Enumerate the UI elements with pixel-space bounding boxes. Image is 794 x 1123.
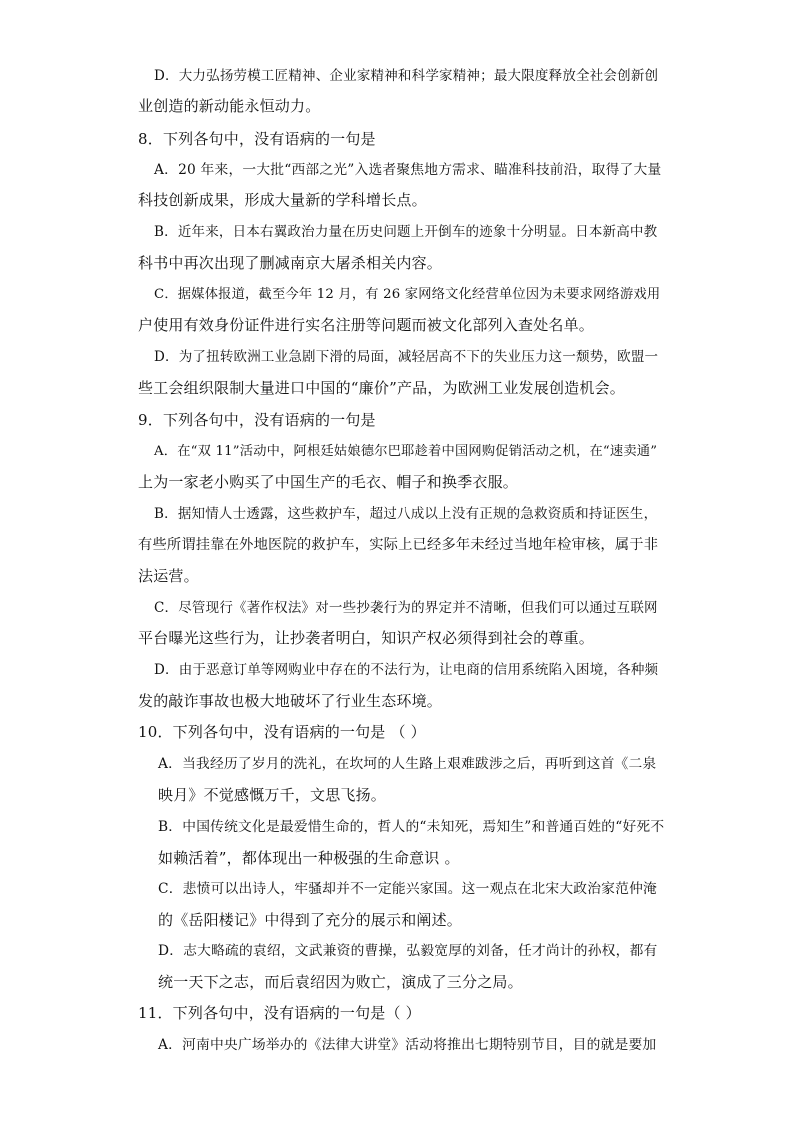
q7-option-d-line2: 业创造的新动能永恒动力。 xyxy=(138,97,321,115)
q8-option-c-line2: 户使用有效身份证件进行实名注册等问题而被文化部列入查处名单。 xyxy=(138,316,595,334)
q9-option-b-line3: 法运营。 xyxy=(138,567,199,585)
q10-option-a-line2: 映月》不觉感慨万千，文思飞扬。 xyxy=(158,786,387,804)
q9-stem: 9．下列各句中，没有语病的一句是 xyxy=(138,411,376,429)
q8-option-d-line1: D．为了扭转欧洲工业急剧下滑的局面，减轻居高不下的失业压力这一颓势，欧盟一 xyxy=(154,349,659,365)
q10-option-b-line1: B．中国传统文化是最爱惜生命的，哲人的“未知死，焉知生”和普通百姓的“好死不 xyxy=(158,819,665,835)
q8-option-b-line2: 科书中再次出现了删减南京大屠杀相关内容。 xyxy=(138,254,443,272)
q8-option-c-line1: C．据媒体报道，截至今年 12 月，有 26 家网络文化经营单位因为未要求网络游戏用 xyxy=(154,287,661,302)
q10-option-c-line2: 的《岳阳楼记》中得到了充分的展示和阐述。 xyxy=(158,911,463,929)
q10-option-b-line2: 如赖活着”，都体现出一种极强的生命意识 。 xyxy=(158,849,460,867)
q9-option-d-line1: D．由于恶意订单等网购业中存在的不法行为，让电商的信用系统陷入困境，各种频 xyxy=(154,662,659,678)
q8-option-d-line2: 些工会组织限制大量进口中国的“廉价”产品，为欧洲工业发展创造机会。 xyxy=(138,379,625,397)
q10-option-c-line1: C．悲愤可以出诗人，牢骚却并不一定能兴家国。这一观点在北宋大政治家范仲淹 xyxy=(158,881,657,897)
q11-option-a-line1: A．河南中央广场举办的《法律大讲堂》活动将推出七期特别节目，目的就是要加 xyxy=(158,1037,657,1053)
q9-option-d-line2: 发的敲诈事故也极大地破坏了行业生态环境。 xyxy=(138,692,443,710)
q10-option-d-line2: 统一天下之志，而后袁绍因为败亡，演成了三分之局。 xyxy=(158,973,523,991)
q8-option-a-line2: 科技创新成果，形成大量新的学科增长点。 xyxy=(138,191,427,209)
q9-option-a-line2: 上为一家老小购买了中国生产的毛衣、帽子和换季衣服。 xyxy=(138,473,519,491)
q10-option-d-line1: D．志大略疏的袁绍，文武兼资的曹操，弘毅宽厚的刘备，任才尚计的孙权，都有 xyxy=(158,943,658,959)
q11-stem: 11．下列各句中，没有语病的一句是（ ） xyxy=(138,1004,421,1022)
q10-option-a-line1: A．当我经历了岁月的洗礼，在坎坷的人生路上艰难跋涉之后，再听到这首《二泉 xyxy=(158,756,657,772)
q8-stem: 8．下列各句中，没有语病的一句是 xyxy=(138,130,376,148)
q8-option-a-line1: A．20 年来，一大批“西部之光”入选者聚焦地方需求、瞄准科技前沿，取得了大量 xyxy=(154,162,662,178)
q9-option-c-line1: C．尽管现行《著作权法》对一些抄袭行为的界定并不清晰，但我们可以通过互联网 xyxy=(154,600,658,616)
q7-option-d-line1: D．大力弘扬劳模工匠精神、企业家精神和科学家精神；最大限度释放全社会创新创 xyxy=(154,68,659,84)
q9-option-b-line1: B．据知情人士透露，这些救护车，超过八成以上没有正规的急救资质和持证医生， xyxy=(154,506,658,522)
q10-stem: 10．下列各句中，没有语病的一句是 （ ） xyxy=(138,723,426,741)
q9-option-c-line2: 平台曝光这些行为，让抄袭者明白，知识产权必须得到社会的尊重。 xyxy=(138,629,595,647)
q8-option-b-line1: B．近年来，日本右翼政治力量在历史问题上开倒车的迹象十分明显。日本新高中教 xyxy=(154,224,658,240)
q9-option-a-line1: A．在“双 11”活动中，阿根廷姑娘德尔巴耶趁着中国网购促销活动之机，在“速卖通” xyxy=(154,444,658,459)
q9-option-b-line2: 有些所谓挂靠在外地医院的救护车，实际上已经多年未经过当地年检审核，属于非 xyxy=(138,537,659,553)
